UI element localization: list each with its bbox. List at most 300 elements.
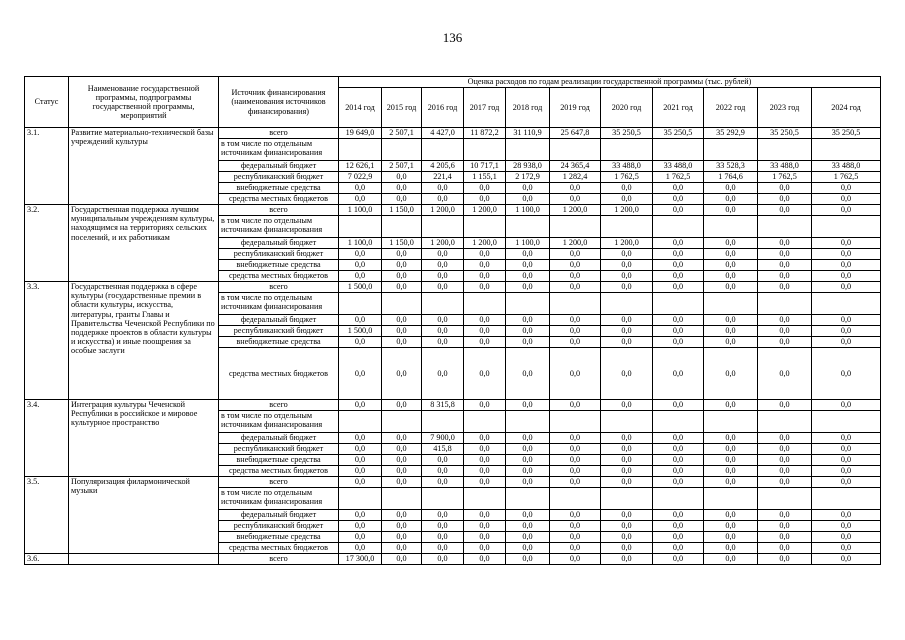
estimate-header: Оценка расходов по годам реализации государственной программы (тыс. рублей): [339, 77, 881, 88]
value-cell: [653, 411, 704, 433]
value-cell: 0,0: [506, 337, 550, 348]
value-cell: 0,0: [464, 477, 506, 488]
value-cell: [653, 216, 704, 238]
value-cell: 0,0: [601, 260, 653, 271]
value-cell: 0,0: [550, 455, 601, 466]
table-row: [25, 554, 881, 565]
value-cell: 12 626,1: [339, 161, 382, 172]
value-cell: 0,0: [464, 260, 506, 271]
value-cell: 0,0: [422, 337, 464, 348]
value-cell: 415,8: [422, 444, 464, 455]
year-header: 2015 год: [382, 88, 422, 128]
value-cell: 0,0: [550, 348, 601, 400]
value-cell: [812, 139, 881, 161]
value-cell: [506, 488, 550, 510]
value-cell: 0,0: [550, 183, 601, 194]
value-cell: 0,0: [339, 543, 382, 554]
year-header: 2022 год: [704, 88, 758, 128]
value-cell: 33 488,0: [758, 161, 812, 172]
value-cell: [704, 293, 758, 315]
value-cell: 35 250,5: [653, 128, 704, 139]
value-cell: [382, 216, 422, 238]
value-cell: 0,0: [422, 477, 464, 488]
value-cell: 0,0: [382, 249, 422, 260]
value-cell: 1 100,0: [506, 238, 550, 249]
value-cell: 0,0: [550, 315, 601, 326]
value-cell: 0,0: [422, 510, 464, 521]
value-cell: 0,0: [422, 271, 464, 282]
value-cell: 0,0: [704, 455, 758, 466]
funding-source-cell: всего: [219, 128, 339, 139]
value-cell: 0,0: [704, 315, 758, 326]
status-header: Статус: [25, 77, 69, 128]
value-cell: [339, 216, 382, 238]
value-cell: 0,0: [550, 400, 601, 411]
value-cell: [422, 139, 464, 161]
table-row: [25, 400, 881, 411]
value-cell: [550, 411, 601, 433]
funding-source-cell: федеральный бюджет: [219, 238, 339, 249]
value-cell: [550, 488, 601, 510]
value-cell: 0,0: [506, 466, 550, 477]
value-cell: [601, 293, 653, 315]
value-cell: 0,0: [422, 521, 464, 532]
source-header: Источник финансирования (наименования источников финансирования): [219, 77, 339, 128]
value-cell: 0,0: [550, 326, 601, 337]
value-cell: 0,0: [758, 532, 812, 543]
value-cell: 0,0: [758, 282, 812, 293]
value-cell: 0,0: [550, 444, 601, 455]
value-cell: 1 150,0: [382, 205, 422, 216]
value-cell: 2 172,9: [506, 172, 550, 183]
value-cell: 0,0: [812, 348, 881, 400]
value-cell: 0,0: [382, 337, 422, 348]
value-cell: [550, 139, 601, 161]
value-cell: [601, 139, 653, 161]
value-cell: [704, 488, 758, 510]
value-cell: 0,0: [812, 543, 881, 554]
value-cell: 1 762,5: [653, 172, 704, 183]
value-cell: 0,0: [422, 183, 464, 194]
value-cell: 1 150,0: [382, 238, 422, 249]
value-cell: 0,0: [339, 271, 382, 282]
value-cell: 0,0: [758, 400, 812, 411]
value-cell: 0,0: [550, 282, 601, 293]
value-cell: 0,0: [758, 194, 812, 205]
status-cell: 3.1.: [25, 128, 69, 205]
value-cell: 0,0: [653, 543, 704, 554]
value-cell: [422, 216, 464, 238]
activity-name-cell: Государственная поддержка в сфере культуры (государственные премии в области культуры, искусства, литературы, гранты Главы и Правительства Чеченской Республики по поддержке проектов в области культуры и искусства) и иные поощрения за особые заслуги: [69, 282, 219, 400]
value-cell: 0,0: [653, 260, 704, 271]
value-cell: [704, 411, 758, 433]
value-cell: [382, 139, 422, 161]
value-cell: 1 200,0: [422, 205, 464, 216]
value-cell: 0,0: [601, 348, 653, 400]
value-cell: 0,0: [601, 400, 653, 411]
activity-name-cell: Популяризация филармонической музыки: [69, 477, 219, 554]
funding-source-cell: республиканский бюджет: [219, 172, 339, 183]
value-cell: [382, 293, 422, 315]
value-cell: 0,0: [704, 510, 758, 521]
value-cell: 0,0: [758, 543, 812, 554]
status-cell: 3.2.: [25, 205, 69, 282]
funding-source-cell: средства местных бюджетов: [219, 466, 339, 477]
value-cell: 0,0: [758, 260, 812, 271]
value-cell: 33 528,3: [704, 161, 758, 172]
value-cell: 0,0: [382, 433, 422, 444]
value-cell: 0,0: [464, 444, 506, 455]
value-cell: 0,0: [704, 532, 758, 543]
value-cell: 0,0: [812, 282, 881, 293]
value-cell: 0,0: [464, 400, 506, 411]
status-cell: 3.6.: [25, 554, 69, 565]
value-cell: 0,0: [601, 315, 653, 326]
value-cell: 4 205,6: [422, 161, 464, 172]
value-cell: 0,0: [382, 477, 422, 488]
value-cell: [339, 488, 382, 510]
value-cell: 1 100,0: [339, 205, 382, 216]
value-cell: 0,0: [758, 433, 812, 444]
value-cell: 0,0: [422, 532, 464, 543]
value-cell: [382, 411, 422, 433]
value-cell: [812, 293, 881, 315]
value-cell: 33 488,0: [812, 161, 881, 172]
value-cell: [704, 139, 758, 161]
funding-source-cell: средства местных бюджетов: [219, 543, 339, 554]
value-cell: 0,0: [758, 455, 812, 466]
value-cell: 0,0: [812, 400, 881, 411]
value-cell: 0,0: [464, 337, 506, 348]
value-cell: 0,0: [422, 260, 464, 271]
value-cell: 0,0: [601, 271, 653, 282]
value-cell: 0,0: [382, 282, 422, 293]
year-header: 2018 год: [506, 88, 550, 128]
value-cell: 0,0: [704, 400, 758, 411]
value-cell: 1 762,5: [601, 172, 653, 183]
funding-source-cell: в том числе по отдельным источникам финансирования: [219, 139, 339, 161]
table-header: [25, 77, 881, 128]
value-cell: 0,0: [601, 477, 653, 488]
funding-source-cell: республиканский бюджет: [219, 249, 339, 260]
value-cell: 0,0: [653, 510, 704, 521]
year-header: 2023 год: [758, 88, 812, 128]
value-cell: [653, 488, 704, 510]
value-cell: 0,0: [382, 260, 422, 271]
value-cell: 1 100,0: [506, 205, 550, 216]
value-cell: [382, 488, 422, 510]
value-cell: 0,0: [653, 205, 704, 216]
name-header: Наименование государственной программы, подпрограммы государственной программы, мероприятий: [69, 77, 219, 128]
value-cell: 0,0: [506, 260, 550, 271]
value-cell: 0,0: [339, 183, 382, 194]
year-header: 2024 год: [812, 88, 881, 128]
value-cell: 0,0: [812, 521, 881, 532]
year-header: 2014 год: [339, 88, 382, 128]
value-cell: 0,0: [464, 554, 506, 565]
value-cell: 0,0: [422, 455, 464, 466]
value-cell: [758, 411, 812, 433]
funding-source-cell: внебюджетные средства: [219, 260, 339, 271]
activity-name-cell: Интеграция культуры Чеченской Республики в российское и мировое культурное пространство: [69, 400, 219, 477]
value-cell: 4 427,0: [422, 128, 464, 139]
value-cell: 28 938,0: [506, 161, 550, 172]
value-cell: 0,0: [550, 433, 601, 444]
value-cell: [653, 293, 704, 315]
value-cell: 2 507,1: [382, 161, 422, 172]
value-cell: [339, 139, 382, 161]
value-cell: 7 900,0: [422, 433, 464, 444]
value-cell: [506, 216, 550, 238]
value-cell: 0,0: [601, 326, 653, 337]
value-cell: 0,0: [812, 532, 881, 543]
value-cell: 0,0: [464, 249, 506, 260]
value-cell: 0,0: [653, 282, 704, 293]
value-cell: 0,0: [422, 348, 464, 400]
value-cell: 0,0: [653, 238, 704, 249]
value-cell: 0,0: [704, 205, 758, 216]
value-cell: 0,0: [601, 183, 653, 194]
funding-source-cell: в том числе по отдельным источникам финансирования: [219, 216, 339, 238]
value-cell: 0,0: [812, 433, 881, 444]
value-cell: 0,0: [382, 400, 422, 411]
value-cell: 0,0: [422, 249, 464, 260]
value-cell: 0,0: [464, 433, 506, 444]
value-cell: 1 200,0: [550, 238, 601, 249]
value-cell: 0,0: [653, 466, 704, 477]
value-cell: 1 200,0: [601, 238, 653, 249]
value-cell: 0,0: [506, 455, 550, 466]
value-cell: 0,0: [506, 183, 550, 194]
value-cell: 0,0: [758, 315, 812, 326]
value-cell: [758, 488, 812, 510]
value-cell: 0,0: [506, 554, 550, 565]
value-cell: 0,0: [758, 510, 812, 521]
funding-source-cell: федеральный бюджет: [219, 433, 339, 444]
value-cell: 0,0: [339, 337, 382, 348]
value-cell: 0,0: [339, 455, 382, 466]
value-cell: [464, 293, 506, 315]
value-cell: 0,0: [758, 249, 812, 260]
value-cell: 0,0: [812, 183, 881, 194]
funding-source-cell: федеральный бюджет: [219, 315, 339, 326]
value-cell: 0,0: [550, 554, 601, 565]
value-cell: 0,0: [758, 554, 812, 565]
value-cell: 0,0: [339, 521, 382, 532]
value-cell: 0,0: [339, 315, 382, 326]
value-cell: 0,0: [758, 337, 812, 348]
value-cell: [812, 216, 881, 238]
value-cell: 0,0: [422, 543, 464, 554]
value-cell: 0,0: [550, 337, 601, 348]
value-cell: 0,0: [653, 271, 704, 282]
value-cell: 0,0: [812, 466, 881, 477]
value-cell: 0,0: [464, 543, 506, 554]
value-cell: 0,0: [382, 466, 422, 477]
value-cell: 0,0: [382, 326, 422, 337]
value-cell: [812, 488, 881, 510]
value-cell: 0,0: [704, 194, 758, 205]
value-cell: 0,0: [812, 238, 881, 249]
value-cell: 0,0: [704, 521, 758, 532]
value-cell: 0,0: [506, 521, 550, 532]
value-cell: 1 200,0: [464, 238, 506, 249]
value-cell: 0,0: [550, 249, 601, 260]
value-cell: 0,0: [550, 271, 601, 282]
funding-source-cell: республиканский бюджет: [219, 326, 339, 337]
value-cell: 1 762,5: [758, 172, 812, 183]
value-cell: 1 200,0: [464, 205, 506, 216]
value-cell: 0,0: [758, 326, 812, 337]
value-cell: 0,0: [758, 444, 812, 455]
value-cell: 1 200,0: [550, 205, 601, 216]
funding-source-cell: республиканский бюджет: [219, 444, 339, 455]
value-cell: 0,0: [506, 326, 550, 337]
value-cell: 0,0: [382, 554, 422, 565]
value-cell: 31 110,9: [506, 128, 550, 139]
value-cell: 0,0: [464, 348, 506, 400]
value-cell: [601, 411, 653, 433]
table-row: [25, 477, 881, 488]
value-cell: 17 300,0: [339, 554, 382, 565]
value-cell: 0,0: [506, 477, 550, 488]
value-cell: [464, 139, 506, 161]
value-cell: 0,0: [704, 348, 758, 400]
value-cell: 0,0: [382, 455, 422, 466]
value-cell: 0,0: [704, 326, 758, 337]
value-cell: [550, 216, 601, 238]
value-cell: 0,0: [339, 444, 382, 455]
table-row: [25, 282, 881, 293]
funding-source-cell: всего: [219, 477, 339, 488]
table-row: [25, 128, 881, 139]
value-cell: 0,0: [339, 510, 382, 521]
value-cell: 0,0: [464, 455, 506, 466]
value-cell: [339, 411, 382, 433]
value-cell: 0,0: [758, 477, 812, 488]
value-cell: 0,0: [506, 315, 550, 326]
funding-source-cell: средства местных бюджетов: [219, 348, 339, 400]
value-cell: 0,0: [758, 466, 812, 477]
value-cell: 0,0: [464, 521, 506, 532]
value-cell: 0,0: [464, 282, 506, 293]
value-cell: 0,0: [812, 337, 881, 348]
value-cell: 0,0: [550, 466, 601, 477]
value-cell: 0,0: [506, 532, 550, 543]
value-cell: 0,0: [506, 348, 550, 400]
value-cell: 0,0: [422, 194, 464, 205]
value-cell: 8 315,8: [422, 400, 464, 411]
value-cell: 0,0: [339, 400, 382, 411]
funding-source-cell: федеральный бюджет: [219, 510, 339, 521]
value-cell: 0,0: [601, 282, 653, 293]
value-cell: 0,0: [704, 260, 758, 271]
value-cell: [812, 411, 881, 433]
value-cell: 35 292,9: [704, 128, 758, 139]
funding-source-cell: всего: [219, 554, 339, 565]
value-cell: 0,0: [339, 194, 382, 205]
value-cell: [506, 411, 550, 433]
value-cell: 0,0: [506, 400, 550, 411]
budget-table: [24, 76, 881, 565]
value-cell: 0,0: [506, 510, 550, 521]
value-cell: 0,0: [758, 183, 812, 194]
value-cell: 0,0: [339, 348, 382, 400]
value-cell: 0,0: [382, 532, 422, 543]
value-cell: 0,0: [339, 433, 382, 444]
value-cell: 0,0: [464, 466, 506, 477]
value-cell: 0,0: [506, 543, 550, 554]
value-cell: 0,0: [601, 444, 653, 455]
value-cell: [758, 139, 812, 161]
funding-source-cell: всего: [219, 282, 339, 293]
value-cell: 0,0: [464, 510, 506, 521]
value-cell: 0,0: [812, 554, 881, 565]
value-cell: 0,0: [704, 554, 758, 565]
value-cell: 0,0: [464, 271, 506, 282]
status-cell: 3.3.: [25, 282, 69, 400]
value-cell: 0,0: [506, 282, 550, 293]
value-cell: [506, 139, 550, 161]
value-cell: [601, 488, 653, 510]
value-cell: 0,0: [464, 326, 506, 337]
status-cell: 3.5.: [25, 477, 69, 554]
value-cell: 0,0: [550, 543, 601, 554]
value-cell: [758, 216, 812, 238]
funding-source-cell: средства местных бюджетов: [219, 194, 339, 205]
value-cell: 11 872,2: [464, 128, 506, 139]
value-cell: 35 250,5: [812, 128, 881, 139]
value-cell: 0,0: [704, 466, 758, 477]
funding-source-cell: внебюджетные средства: [219, 183, 339, 194]
value-cell: 0,0: [550, 194, 601, 205]
value-cell: 0,0: [550, 260, 601, 271]
value-cell: 0,0: [812, 315, 881, 326]
value-cell: 0,0: [812, 477, 881, 488]
value-cell: 0,0: [653, 521, 704, 532]
value-cell: 0,0: [382, 194, 422, 205]
value-cell: 0,0: [382, 543, 422, 554]
value-cell: 1 764,6: [704, 172, 758, 183]
value-cell: [601, 216, 653, 238]
value-cell: 0,0: [601, 554, 653, 565]
value-cell: 1 500,0: [339, 282, 382, 293]
value-cell: 0,0: [601, 194, 653, 205]
value-cell: 0,0: [422, 326, 464, 337]
value-cell: 0,0: [601, 337, 653, 348]
value-cell: 0,0: [464, 194, 506, 205]
value-cell: 0,0: [506, 271, 550, 282]
value-cell: 1 200,0: [601, 205, 653, 216]
value-cell: 0,0: [704, 477, 758, 488]
funding-source-cell: внебюджетные средства: [219, 455, 339, 466]
funding-source-cell: всего: [219, 205, 339, 216]
value-cell: 0,0: [601, 455, 653, 466]
value-cell: 1 155,1: [464, 172, 506, 183]
funding-source-cell: в том числе по отдельным источникам финансирования: [219, 293, 339, 315]
funding-source-cell: федеральный бюджет: [219, 161, 339, 172]
value-cell: 0,0: [382, 315, 422, 326]
value-cell: 0,0: [382, 348, 422, 400]
value-cell: [758, 293, 812, 315]
value-cell: 1 762,5: [812, 172, 881, 183]
year-header: 2021 год: [653, 88, 704, 128]
value-cell: 0,0: [653, 249, 704, 260]
value-cell: 0,0: [758, 238, 812, 249]
year-header: 2019 год: [550, 88, 601, 128]
table-row: [25, 205, 881, 216]
value-cell: 0,0: [550, 510, 601, 521]
